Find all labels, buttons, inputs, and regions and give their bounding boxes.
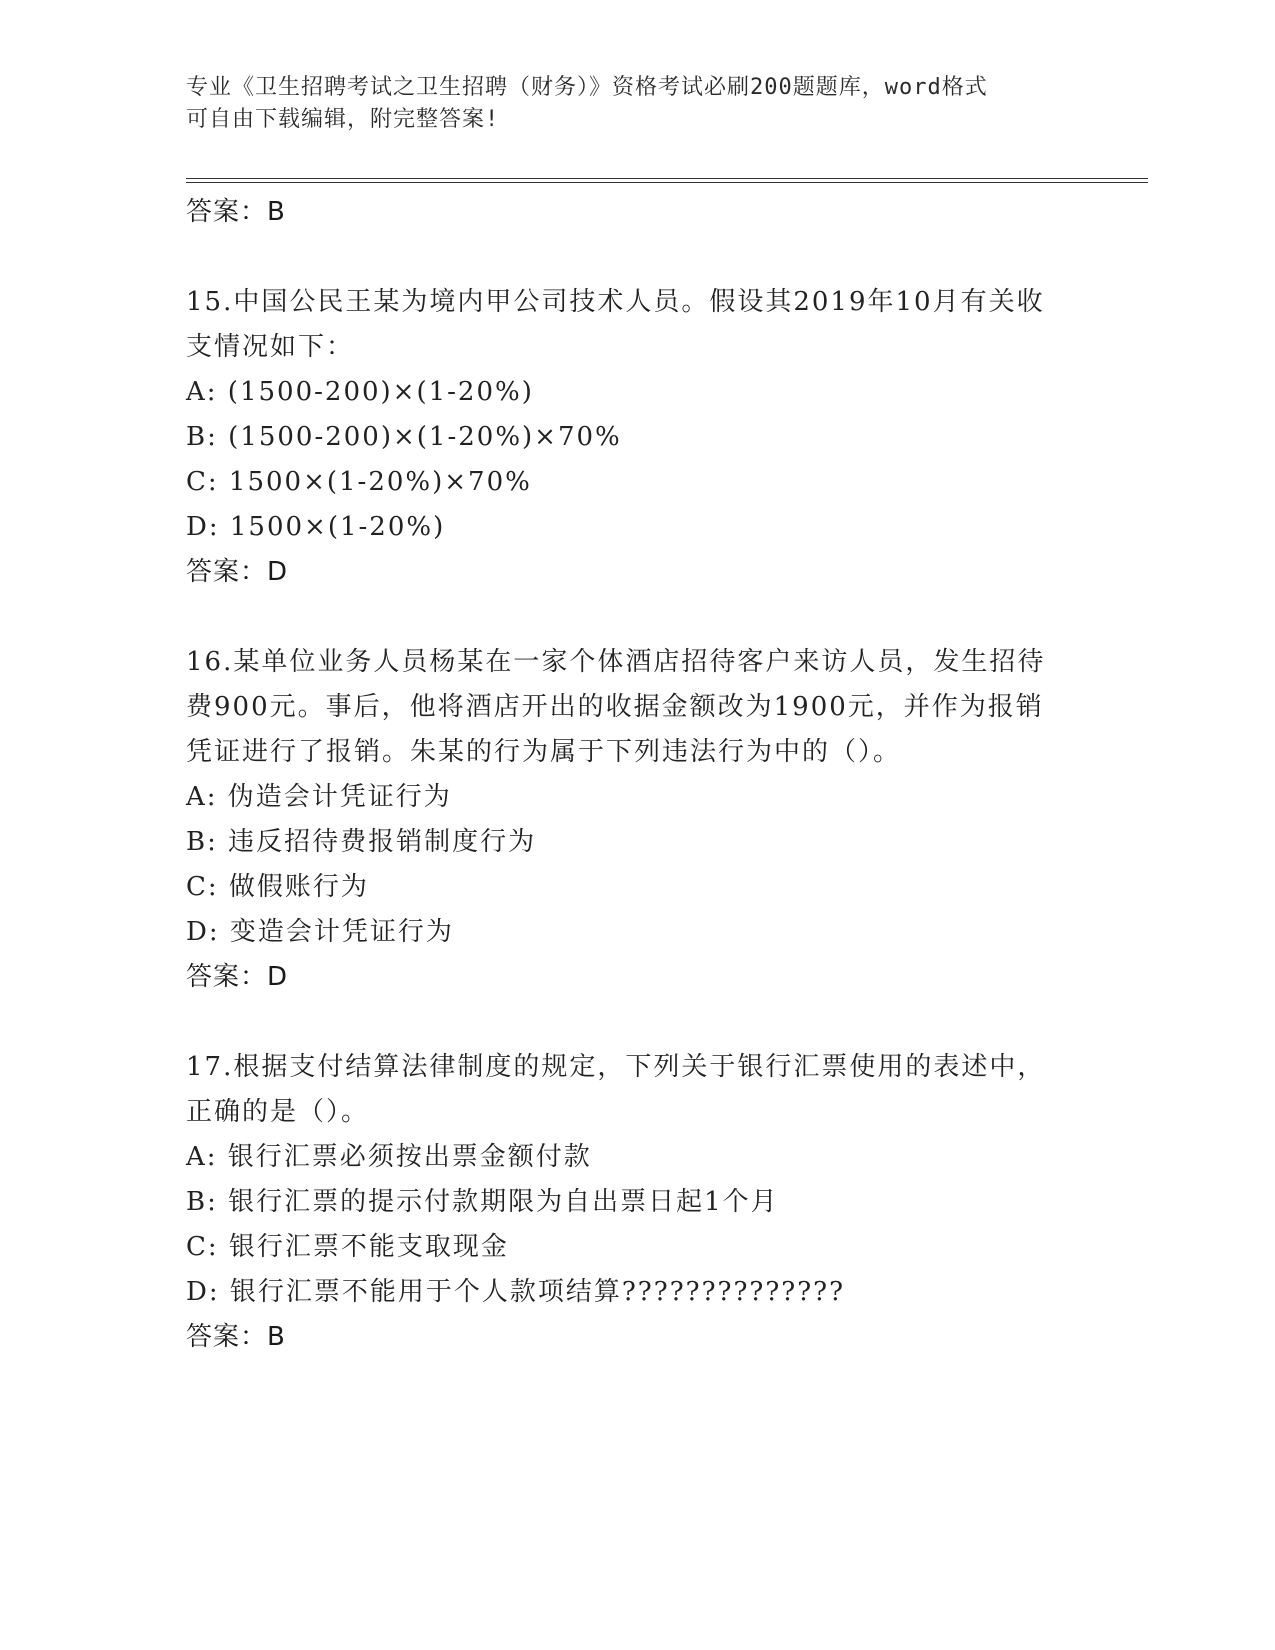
option-a: A: 伪造会计凭证行为 [186,782,452,812]
option-c: C: 做假账行为 [186,872,369,902]
header-title-line-2: 可自由下载编辑，附完整答案! [186,107,500,132]
question-stem-line: 费900元。事后，他将酒店开出的收据金额改为1900元，并作为报销 [186,692,1044,722]
option-c: C: 1500×(1-20%)×70% [186,467,532,497]
question-stem-line: 17.根据支付结算法律制度的规定，下列关于银行汇票使用的表述中， [186,1052,1046,1082]
question-stem-line: 正确的是（）。 [186,1097,370,1127]
question-stem-line: 凭证进行了报销。朱某的行为属于下列违法行为中的（）。 [186,737,902,767]
answer-label: 答案：B [186,1322,286,1352]
option-b: B: 违反招待费报销制度行为 [186,827,537,857]
question-15 [186,280,1066,595]
option-c: C: 银行汇票不能支取现金 [186,1232,509,1262]
option-a: A: 银行汇票必须按出票金额付款 [186,1142,592,1172]
option-d: D: 1500×(1-20%) [186,512,446,542]
question-stem-line: 16.某单位业务人员杨某在一家个体酒店招待客户来访人员，发生招待 [186,647,1046,677]
question-16 [186,640,1066,1000]
answer-label: 答案：D [186,557,289,587]
header-divider [186,178,1148,183]
answer-label: 答案：D [186,962,289,992]
document-body [186,190,1066,1360]
previous-answer: 答案：B [186,197,286,227]
option-d: D: 银行汇票不能用于个人款项结算?????????????? [186,1277,846,1307]
option-d: D: 变造会计凭证行为 [186,917,454,947]
option-a: A: (1500-200)×(1-20%) [186,377,534,407]
option-b: B: (1500-200)×(1-20%)×70% [186,422,622,452]
header-title-line-1: 专业《卫生招聘考试之卫生招聘（财务）》资格考试必刷200题题库，word格式 [186,75,988,100]
question-stem-line: 15.中国公民王某为境内甲公司技术人员。假设其2019年10月有关收 [186,287,1045,317]
question-stem-line: 支情况如下： [186,332,355,362]
question-17 [186,1045,1066,1360]
page-header [186,72,1066,136]
option-b: B: 银行汇票的提示付款期限为自出票日起1个月 [186,1187,779,1217]
